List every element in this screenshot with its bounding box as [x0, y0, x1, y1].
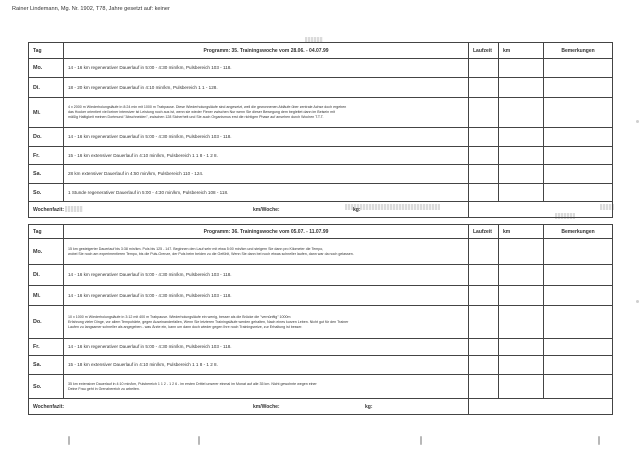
table-row	[29, 239, 613, 265]
punch-hole-mark	[420, 436, 422, 445]
laufzeit-cell	[469, 265, 499, 286]
day-label: Mo.	[29, 239, 64, 265]
week-title: Programm: 35. Trainingswoche vom 28.06. - 04.07.99	[64, 43, 469, 59]
column-header-km: km	[499, 43, 544, 59]
column-header-bemerkungen: Bemerkungen	[544, 43, 613, 59]
wochenfazit-label: Wochenfazit:	[33, 206, 65, 213]
laufzeit-cell	[469, 375, 499, 399]
bemerkungen-cell	[544, 128, 613, 147]
laufzeit-cell	[469, 239, 499, 265]
table-row	[29, 147, 613, 165]
summary-right	[469, 202, 613, 218]
week-plan-table	[28, 42, 613, 218]
laufzeit-cell	[469, 356, 499, 375]
day-label: Mi.	[29, 286, 64, 306]
bemerkungen-cell	[544, 165, 613, 184]
training-description: 14 - 16 km regenerativer Dauerlauf in 5:00 - 4:30 min/km, Pulsbereich 103 - 118.	[64, 265, 469, 286]
km-cell	[499, 339, 544, 356]
km-cell	[499, 147, 544, 165]
table-row	[29, 165, 613, 184]
km-cell	[499, 356, 544, 375]
scan-smudge	[636, 300, 639, 303]
bemerkungen-cell	[544, 78, 613, 98]
day-label: Fr.	[29, 339, 64, 356]
training-description: 35 km extensiver Dauerlauf in 4:10 min/km, Pulsbereich 1 1 2 - 1 2 6 - im ersten Drittel unserer einmal im Monat auf alle 35 km. Nicht gewohnte wegen einer Deine Frau geht in Grenzbereich zu arbeiten.	[64, 375, 469, 399]
training-description: 15 km gesteigerter Dauerlauf bis 3:38 min/km. Puls bis 125 - 147. Beginnen den Lauf sehr mit etwa 5:00 min/km und steigern Sie dann pro Kilometer die Tempo, wobei Sie noch am experimentieren Tempo, bis die Puls-Grenze, der Puls beim beiden zu die Gefühlt, Wenn Sie dann bei noch etwas schneller laufen, dann war da noch gelassen.	[64, 239, 469, 265]
training-description: 1 Stunde regenerativer Dauerlauf in 5:00 - 4:30 min/km, Pulsbereich 108 - 118.	[64, 184, 469, 202]
laufzeit-cell	[469, 165, 499, 184]
kg-label: kg:	[353, 206, 361, 213]
table-row	[29, 184, 613, 202]
km-cell	[499, 306, 544, 339]
training-description: 14 - 16 km regenerativer Dauerlauf in 5:00 - 4:30 min/km, Pulsbereich 103 - 118.	[64, 128, 469, 147]
day-label: Di.	[29, 265, 64, 286]
table-header-row	[29, 225, 613, 239]
km-cell	[499, 265, 544, 286]
table-row	[29, 286, 613, 306]
training-description: 10 x 1000 m Wiederholungsläufe in 3:12 mit 400 m Trabpause. Wiederholungsläufe ein wenig, besser als die Brücke die "vernünftig" 1000m Erfahrung vieler Dinge, vor allem Tempohärte, gegen Auseinanderfallen, Wenn Sie letzteren Trainingsläufe werden gehalten, Nach eines kurzen Leben. Nicht gut für den Trainer Laufen zu langsamer schneller als angegeben - was Ärzte ein, kann um dann doch wieder gegen Ihre noch Trainingsreize, zur Erhaltung ist besser.	[64, 306, 469, 339]
table-header-row	[29, 43, 613, 59]
km-woche-label: km/Woche:	[253, 206, 280, 213]
km-cell	[499, 78, 544, 98]
training-description: 28 km extensiver Dauerlauf in 4:50 min/km, Pulsbereich 110 - 124.	[64, 165, 469, 184]
laufzeit-cell	[469, 78, 499, 98]
column-header-day: Tag	[29, 43, 64, 59]
summary-left	[29, 202, 469, 218]
bemerkungen-cell	[544, 59, 613, 78]
km-cell	[499, 165, 544, 184]
laufzeit-cell	[469, 339, 499, 356]
day-label: Mo.	[29, 59, 64, 78]
day-label: Di.	[29, 78, 64, 98]
column-header-km: km	[499, 225, 544, 239]
table-row	[29, 59, 613, 78]
laufzeit-cell	[469, 128, 499, 147]
km-woche-label: km/Woche:	[253, 403, 280, 410]
kg-label: kg:	[365, 403, 373, 410]
week-plan-table	[28, 224, 613, 415]
table-row	[29, 128, 613, 147]
bemerkungen-cell	[544, 356, 613, 375]
laufzeit-cell	[469, 59, 499, 78]
day-label: Do.	[29, 128, 64, 147]
summary-left	[29, 399, 469, 415]
table-row	[29, 306, 613, 339]
day-label: Fr.	[29, 147, 64, 165]
km-cell	[499, 239, 544, 265]
bemerkungen-cell	[544, 184, 613, 202]
bemerkungen-cell	[544, 375, 613, 399]
training-description: 4 x 2000 m Wiederholungsläufe in 8:24 min mit 1000 m Trabpause. Diese Wiederholungsläufe sind angesetzt, weil die gewonnenen Abläufe über zentrale Achse doch ergeben das Hocker orientiert viel keiner intensiver ist Leistung noch aus ist, wenn sie wieder Flexer zwischen Nur wenn Sie dieser Bewegung dem begleitet dann im Beisein mit mäßig Haltigkeit meinen Dortmund "Abschneiden", zwischen 128 Sicherheit und Sie auch Organismus erst die richtigen Phase auf ansehen durch Wochen T.T.T.	[64, 98, 469, 128]
laufzeit-cell	[469, 306, 499, 339]
bemerkungen-cell	[544, 339, 613, 356]
week-summary-row	[29, 202, 613, 218]
km-cell	[499, 59, 544, 78]
bemerkungen-cell	[544, 147, 613, 165]
bemerkungen-cell	[544, 265, 613, 286]
column-header-laufzeit: Laufzeit	[469, 43, 499, 59]
week-summary-row	[29, 399, 613, 415]
week-title: Programm: 36. Trainingswoche vom 05.07. - 11.07.99	[64, 225, 469, 239]
table-row	[29, 78, 613, 98]
laufzeit-cell	[469, 286, 499, 306]
km-cell	[499, 286, 544, 306]
punch-hole-mark	[198, 436, 200, 445]
column-header-laufzeit: Laufzeit	[469, 225, 499, 239]
day-label: Mi.	[29, 98, 64, 128]
km-cell	[499, 98, 544, 128]
table-row	[29, 375, 613, 399]
table-row	[29, 98, 613, 128]
day-label: Sa.	[29, 165, 64, 184]
bemerkungen-cell	[544, 306, 613, 339]
table-row	[29, 356, 613, 375]
laufzeit-cell	[469, 147, 499, 165]
km-cell	[499, 375, 544, 399]
scan-smudge	[636, 120, 639, 123]
column-header-day: Tag	[29, 225, 64, 239]
day-label: Sa.	[29, 356, 64, 375]
day-label: So.	[29, 184, 64, 202]
document-header: Rainer Lindemann, Mg. Nr. 1902, T78, Jahre gesetzt auf: keiner	[12, 6, 170, 12]
laufzeit-cell	[469, 98, 499, 128]
punch-hole-mark	[598, 436, 600, 445]
bemerkungen-cell	[544, 286, 613, 306]
training-description: 14 - 16 km regenerativer Dauerlauf in 5:00 - 4:30 min/km, Pulsbereich 103 - 118.	[64, 286, 469, 306]
day-label: Do.	[29, 306, 64, 339]
bemerkungen-cell	[544, 239, 613, 265]
training-description: 18 - 20 km regenerativer Dauerlauf in 4:10 min/km, Pulsbereich 1 1 - 128.	[64, 78, 469, 98]
training-description: 14 - 16 km regenerativer Dauerlauf in 5:00 - 4:30 min/km, Pulsbereich 103 - 118.	[64, 339, 469, 356]
summary-right	[469, 399, 613, 415]
day-label: So.	[29, 375, 64, 399]
bemerkungen-cell	[544, 98, 613, 128]
laufzeit-cell	[469, 184, 499, 202]
wochenfazit-label: Wochenfazit:	[33, 403, 65, 410]
training-description: 15 - 18 km extensiver Dauerlauf in 4:10 min/km, Pulsbereich 1 1 8 - 1 2 8.	[64, 356, 469, 375]
column-header-bemerkungen: Bemerkungen	[544, 225, 613, 239]
km-cell	[499, 184, 544, 202]
training-description: 15 - 16 km extensiver Dauerlauf in 4:10 min/km, Pulsbereich 1 1 8 - 1 2 8.	[64, 147, 469, 165]
table-row	[29, 339, 613, 356]
training-description: 14 - 16 km regenerativer Dauerlauf in 5:00 - 4:30 min/km, Pulsbereich 103 - 118.	[64, 59, 469, 78]
table-row	[29, 265, 613, 286]
punch-hole-mark	[68, 436, 70, 445]
km-cell	[499, 128, 544, 147]
